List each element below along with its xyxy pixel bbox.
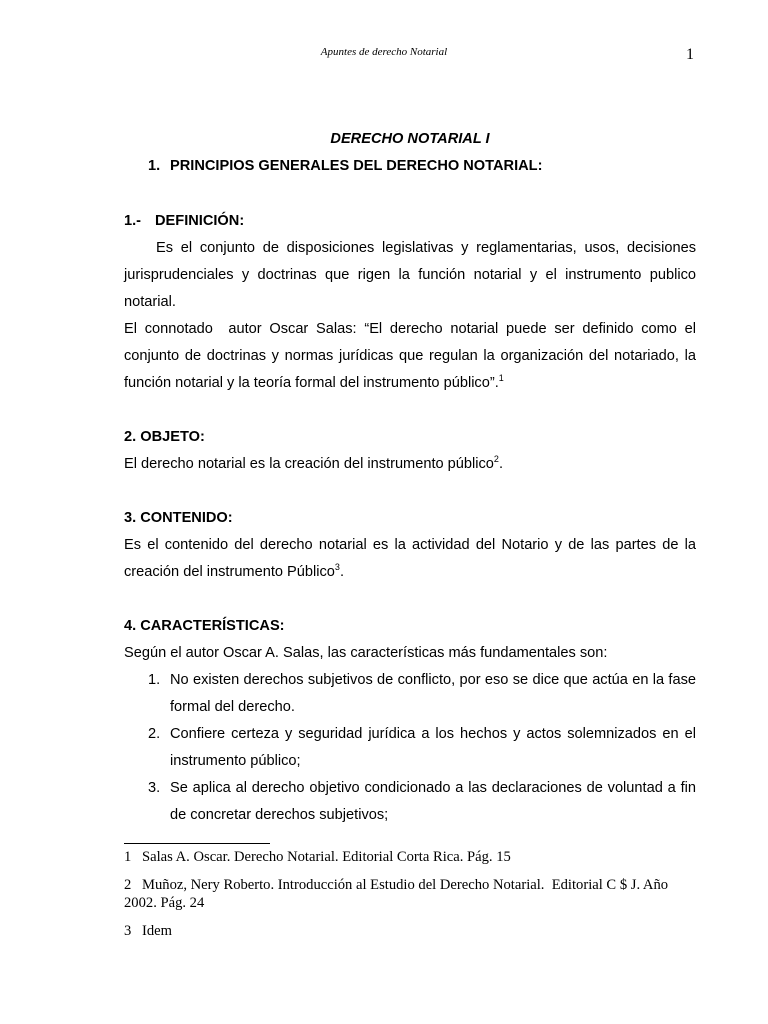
caracteristicas-intro: Según el autor Oscar A. Salas, las características más fundamentales son: [124,645,608,661]
contenido-paragraph [124,532,696,586]
definition-paragraph: Es el conjunto de disposiciones legislativas y reglamentarias, usos, decisiones jurisprudenciales y doctrinas que rigen la función notarial y el instrumento publico notarial. [124,240,696,310]
footnote-2 [124,876,696,912]
footnote-1 [124,848,696,866]
section-heading-objeto: 2. OBJETO: [124,429,205,445]
salas-quote-paragraph [124,316,696,397]
list-item-text: Confiere certeza y seguridad jurídica a los hechos y actos solemnizados en el instrumento público; [170,726,696,769]
footnote-text: Idem [142,923,172,939]
document-body [124,126,696,829]
main-heading [124,153,696,180]
objeto-trailing: . [498,456,503,472]
contenido-text: Es el contenido del derecho notarial es la actividad del Notario y de las partes de la creación del instrumento Público [124,537,696,580]
list-item-number: 2. [148,726,161,742]
list-item [124,775,696,829]
footnote-number: 1 [124,849,132,865]
footnote-ref-2[interactable]: 2 [493,454,499,464]
footnote-ref-1[interactable]: 1 [498,373,504,383]
list-item-number: 3. [148,780,161,796]
document-title: DERECHO NOTARIAL I [330,131,490,147]
footnote-text: Muñoz, Nery Roberto. Introducción al Estudio del Derecho Notarial. Editorial C $ J. Año 2002. Pág. 24 [124,877,669,911]
main-heading-text: PRINCIPIOS GENERALES DEL DERECHO NOTARIAL: [170,158,543,174]
section-title: DEFINICIÓN: [155,213,245,229]
section-heading-caracteristicas: 4. CARACTERÍSTICAS: [124,618,285,634]
footnote-separator [124,843,270,844]
page-number: 1 [686,46,694,63]
footnote-text: Salas A. Oscar. Derecho Notarial. Editorial Corta Rica. Pág. 15 [142,849,511,865]
running-header: Apuntes de derecho Notarial [320,46,448,58]
salas-quote-text: El connotado autor Oscar Salas: “El derecho notarial puede ser definido como el conjunto de doctrinas y normas jurídicas que regulan la organización del notariado, la función notarial y la teoría formal del instrumento público”. [124,321,696,391]
list-item [124,667,696,721]
footnote-ref-3[interactable]: 3 [334,562,340,572]
footnote-number: 2 [124,877,132,893]
main-heading-number: 1. [148,158,161,174]
section-heading-definition [124,208,696,235]
list-item [124,721,696,775]
contenido-trailing: . [339,564,344,580]
characteristics-list [124,667,696,829]
section-heading-contenido: 3. CONTENIDO: [124,510,233,526]
objeto-text: El derecho notarial es la creación del instrumento público [124,456,494,472]
list-item-text: Se aplica al derecho objetivo condicionado a las declaraciones de voluntad a fin de concretar derechos subjetivos; [170,780,696,823]
list-item-text: No existen derechos subjetivos de conflicto, por eso se dice que actúa en la fase formal del derecho. [170,672,696,715]
footnote-number: 3 [124,923,132,939]
objeto-paragraph [124,451,696,478]
footnotes [124,848,696,950]
list-item-number: 1. [148,672,161,688]
section-number: 1.- [124,213,142,229]
footnote-3 [124,922,696,940]
